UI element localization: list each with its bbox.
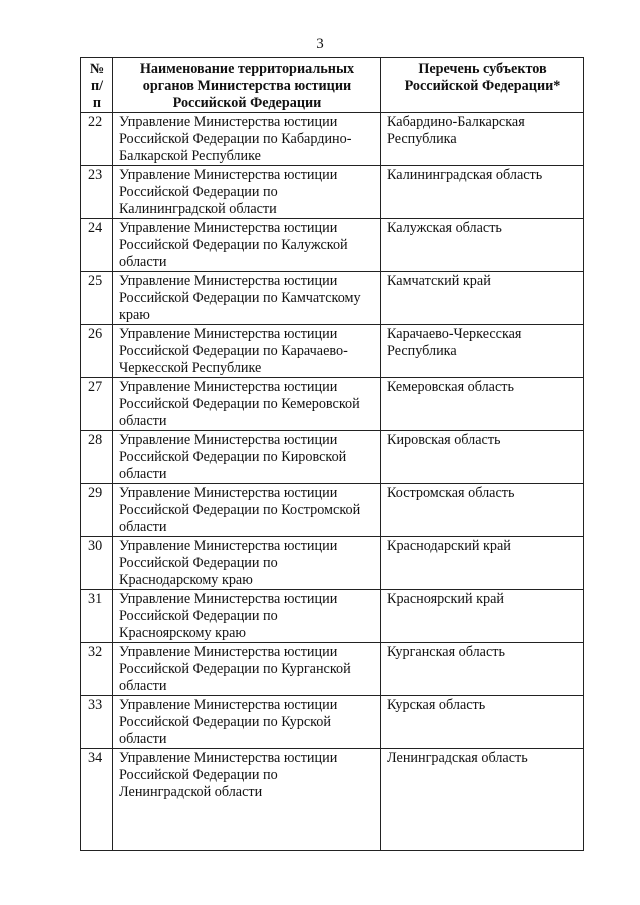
territorial-body-name: Управление Министерства юстиции Российской Федерации по Курганской области — [113, 643, 381, 696]
territorial-body-name: Управление Министерства юстиции Российской Федерации по Ленинградской области — [113, 749, 381, 851]
row-number: 23 — [81, 166, 113, 219]
territorial-body-name: Управление Министерства юстиции Российской Федерации по Кемеровской области — [113, 378, 381, 431]
row-number: 30 — [81, 537, 113, 590]
table-row — [81, 272, 584, 325]
territorial-body-name: Управление Министерства юстиции Российской Федерации по Костромской области — [113, 484, 381, 537]
row-number: 34 — [81, 749, 113, 851]
header-number: № п/п — [81, 58, 113, 113]
table-row — [81, 113, 584, 166]
row-number: 29 — [81, 484, 113, 537]
header-body-name: Наименование территориальных органов Министерства юстиции Российской Федерации — [113, 58, 381, 113]
row-number: 32 — [81, 643, 113, 696]
federation-subject: Костромская область — [381, 484, 584, 537]
territorial-body-name: Управление Министерства юстиции Российской Федерации по Карачаево- Черкесской Республике — [113, 325, 381, 378]
federation-subject: Ленинградская область — [381, 749, 584, 851]
row-number: 31 — [81, 590, 113, 643]
row-number: 33 — [81, 696, 113, 749]
territorial-body-name: Управление Министерства юстиции Российской Федерации по Калининградской области — [113, 166, 381, 219]
federation-subject: Кемеровская область — [381, 378, 584, 431]
table-row — [81, 696, 584, 749]
table-row — [81, 590, 584, 643]
territorial-body-name: Управление Министерства юстиции Российской Федерации по Камчатскому краю — [113, 272, 381, 325]
row-number: 22 — [81, 113, 113, 166]
federation-subject: Курская область — [381, 696, 584, 749]
table-row — [81, 219, 584, 272]
federation-subject: Краснодарский край — [381, 537, 584, 590]
territorial-body-name: Управление Министерства юстиции Российской Федерации по Краснодарскому краю — [113, 537, 381, 590]
federation-subject: Калужская область — [381, 219, 584, 272]
table-row — [81, 378, 584, 431]
table-row — [81, 537, 584, 590]
federation-subject: Курганская область — [381, 643, 584, 696]
table-row — [81, 431, 584, 484]
table-row — [81, 749, 584, 851]
territorial-body-name: Управление Министерства юстиции Российской Федерации по Красноярскому краю — [113, 590, 381, 643]
federation-subject: Красноярский край — [381, 590, 584, 643]
federation-subject: Кировская область — [381, 431, 584, 484]
row-number: 28 — [81, 431, 113, 484]
row-number: 27 — [81, 378, 113, 431]
table-row — [81, 484, 584, 537]
row-number: 25 — [81, 272, 113, 325]
row-number: 24 — [81, 219, 113, 272]
federation-subject: Карачаево-Черкесская Республика — [381, 325, 584, 378]
table-row — [81, 166, 584, 219]
territorial-body-name: Управление Министерства юстиции Российской Федерации по Калужской области — [113, 219, 381, 272]
territorial-body-name: Управление Министерства юстиции Российской Федерации по Кировской области — [113, 431, 381, 484]
territorial-body-name: Управление Министерства юстиции Российской Федерации по Кабардино- Балкарской Республике — [113, 113, 381, 166]
territorial-body-name: Управление Министерства юстиции Российской Федерации по Курской области — [113, 696, 381, 749]
federation-subject: Калининградская область — [381, 166, 584, 219]
federation-subject: Кабардино-Балкарская Республика — [381, 113, 584, 166]
header-subjects: Перечень субъектов Российской Федерации* — [381, 58, 584, 113]
federation-subject: Камчатский край — [381, 272, 584, 325]
row-number: 26 — [81, 325, 113, 378]
table-header-row — [81, 58, 584, 113]
table-row — [81, 643, 584, 696]
territorial-bodies-table — [80, 57, 584, 851]
table-row — [81, 325, 584, 378]
page-number: 3 — [316, 36, 324, 52]
